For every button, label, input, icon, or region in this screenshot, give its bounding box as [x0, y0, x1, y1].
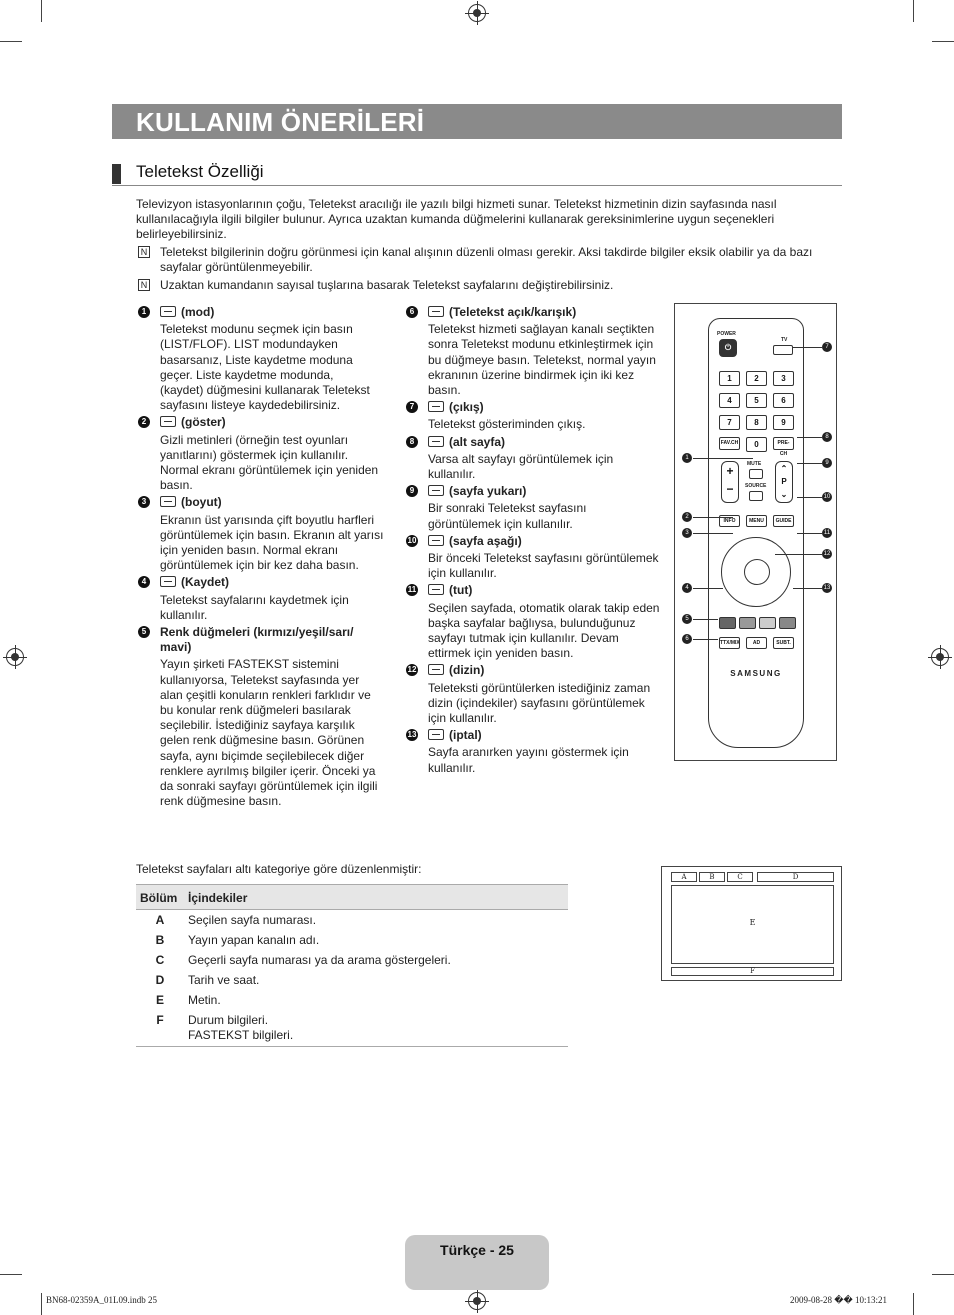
table-cell: Tarih ve saat.	[188, 973, 260, 987]
mute-button	[749, 469, 763, 479]
item-heading: (sayfa aşağı)	[428, 534, 660, 549]
digit-button: 4	[719, 393, 740, 408]
crop-mark	[932, 1274, 954, 1275]
item-heading: (boyut)	[160, 495, 384, 510]
note-icon: N	[138, 279, 150, 291]
item-body: Varsa alt sayfayı görüntülemek için kullanılır.	[428, 451, 614, 482]
item-body: Seçilen sayfada, otomatik olarak takip eden başka sayfalar bağlıysa, bulunduğunuz sayfayı tutmak için kullanılır. Devam ettirmek için yeniden basın.	[428, 600, 660, 661]
diagram-segment-a: A	[671, 872, 697, 882]
registration-mark-icon	[468, 1292, 486, 1310]
callout-number: 9	[822, 458, 832, 468]
page-number-tab	[405, 1235, 549, 1290]
list-item	[404, 435, 660, 483]
callout-number: 8	[822, 432, 832, 442]
intro-paragraph: Televizyon istasyonlarının çoğu, Teletekst aracılığı ile yazılı bilgi hizmeti sunar. Teletekst hizmetinin dizin sayfasında nasıl kullanılacağıyla ilgili bilgiler bulunur. Ayrıca uzaktan kumanda düğmelerini kullanarak gereksinimlerine uygun seçenekleri belirleyebilirsiniz.	[136, 197, 777, 241]
item-body: Bir sonraki Teletekst sayfasını görüntülemek için kullanılır.	[428, 501, 587, 531]
source-button	[749, 491, 763, 501]
table-row	[136, 1010, 568, 1047]
teletext-page-down-icon	[428, 535, 444, 546]
item-number: 7	[406, 401, 418, 413]
callout-line	[797, 463, 822, 464]
zero-button: 0	[746, 437, 767, 452]
list-item	[136, 625, 384, 809]
digit-button: 9	[773, 415, 794, 430]
digit-button: 8	[746, 415, 767, 430]
crop-mark	[0, 1274, 22, 1275]
list-item	[136, 575, 384, 623]
item-heading: (tut)	[428, 583, 660, 598]
power-label: POWER	[717, 331, 736, 337]
pre-ch-button: PRE-CH	[773, 437, 794, 450]
info-button: INFO	[719, 515, 740, 527]
list-item	[404, 663, 660, 726]
list-item	[136, 495, 384, 573]
tv-label: TV	[781, 337, 788, 343]
item-number: 4	[138, 576, 150, 588]
digit-button: 6	[773, 393, 794, 408]
right-column	[404, 305, 660, 778]
diagram-segment-d: D	[757, 872, 834, 882]
table-row	[136, 910, 568, 931]
item-number: 8	[406, 436, 418, 448]
item-body: Teletekst hizmeti sağlayan kanalı seçtikten sonra Teletekst modunu etkinleştirmek için bu düğmeye basın. Teletekst, normal yayın ekranının üzerine bindirmek için iki kez basın.	[428, 322, 656, 398]
teletext-cancel-icon	[428, 729, 444, 740]
remote-illustration	[674, 303, 837, 761]
table-cell: A	[155, 913, 165, 927]
teletext-sections-table	[136, 884, 568, 1047]
teletext-reveal-icon	[160, 416, 176, 427]
registration-mark-icon	[931, 648, 949, 666]
item-number: 3	[138, 496, 150, 508]
callout-line	[693, 517, 733, 518]
item-heading: (Teletekst açık/karışık)	[428, 305, 660, 320]
callout-line	[797, 497, 822, 498]
table-cell: Geçerli sayfa numarası ya da arama göstergeleri.	[188, 953, 451, 967]
item-number: 5	[138, 626, 150, 638]
teletext-on-mix-icon	[428, 306, 444, 317]
item-heading: (çıkış)	[428, 400, 660, 415]
registration-mark-icon	[468, 4, 486, 22]
crop-mark	[913, 0, 914, 22]
callout-number: 4	[682, 583, 692, 593]
page-number: Türkçe - 25	[440, 1242, 514, 1258]
callout-line	[693, 458, 753, 459]
table-cell: Seçilen sayfa numarası.	[188, 913, 317, 927]
diagram-segment-c: C	[727, 872, 753, 882]
callout-number: 3	[682, 528, 692, 538]
left-column	[136, 305, 384, 812]
note-text: Uzaktan kumandanın sayısal tuşlarına basarak Teletekst sayfalarını değiştirebilirsiniz.	[160, 278, 614, 292]
item-heading: (iptal)	[428, 728, 660, 743]
list-item	[136, 415, 384, 493]
fav-ch-button: FAV.CH	[719, 437, 740, 450]
note	[136, 278, 826, 293]
list-item	[404, 484, 660, 532]
callout-line	[693, 619, 718, 620]
callout-number: 2	[682, 512, 692, 522]
item-heading: (alt sayfa)	[428, 435, 660, 450]
diagram-segment-e: E	[671, 885, 834, 964]
teletext-layout-diagram	[661, 866, 842, 981]
digit-button: 3	[773, 371, 794, 386]
teletext-page-up-icon	[428, 485, 444, 496]
callout-line	[775, 554, 822, 555]
item-heading: (göster)	[160, 415, 384, 430]
item-body: Teletekst modunu seçmek için basın (LIST/FLOF). LIST modundayken basarsanız, Liste kaydetme moduna geçer. Liste kaydetme modunda, (kaydet) düğmesini kullanarak Teletekst sayfasını listeye kaydedebilirsiniz.	[160, 322, 370, 413]
menu-button: MENU	[746, 515, 767, 527]
diagram-segment-f: F	[671, 967, 834, 976]
item-number: 13	[407, 730, 417, 740]
callout-number: 10	[823, 494, 831, 500]
section-title: Teletekst Özelliği	[136, 162, 264, 181]
callout-number: 7	[822, 342, 832, 352]
table-cell: E	[155, 993, 164, 1007]
item-heading: (Kaydet)	[160, 575, 384, 590]
item-body: Teletekst sayfalarını kaydetmek için kullanılır.	[160, 592, 349, 622]
table-row	[136, 990, 568, 1010]
enter-button	[744, 559, 770, 585]
callout-line	[797, 533, 822, 534]
channel-rocker: ⌃ P ⌄	[775, 461, 793, 503]
item-number: 10	[407, 535, 417, 545]
digit-button: 5	[746, 393, 767, 408]
item-body: Bir önceki Teletekst sayfasını görüntülemek için kullanılır.	[428, 551, 659, 581]
subt-button: SUBT.	[773, 637, 794, 649]
list-item	[404, 728, 660, 776]
list-item	[136, 305, 384, 413]
callout-number: 1	[682, 453, 692, 463]
item-number: 12	[407, 665, 417, 675]
teletext-exit-icon	[428, 401, 444, 412]
list-item	[404, 583, 660, 661]
item-heading: (dizin)	[428, 663, 660, 678]
item-body: Teletekst gösteriminden çıkış.	[428, 417, 586, 432]
teletext-size-icon	[160, 496, 176, 507]
crop-mark	[0, 41, 22, 42]
table-row	[136, 970, 568, 990]
note-text: Teletekst bilgilerinin doğru görünmesi için kanal alışının düzenli olması gerekir. Aksi takdirde bilgiler eksik olabilir ya da bazı sayfalar görüntülenmeyebilir.	[160, 245, 813, 274]
green-button	[739, 617, 756, 629]
brand-logo: SAMSUNG	[730, 669, 782, 678]
item-heading: Renk düğmeleri (kırmızı/yeşil/sarı/ mavi)	[160, 625, 354, 655]
teletext-store-icon	[160, 576, 176, 587]
table-cell: B	[155, 933, 165, 947]
item-body: Yayın şirketi FASTEKST sistemini kullanıyorsa, Teletekst sayfasında yer alan çeşitli konuların renkleri farklıdır ve bu konular renk düğmeleri basılarak seçilebilir. İstediğiniz sayfaya karşılık gelen renk düğmesine basın. Görünen sayfa, aynı biçimde seçilebilecek diğer renklere ayrılmış bilgiler içerir. Önceki ya da sonraki sayfayı görüntülemek için ilgili renk düğmesine basın.	[160, 657, 378, 809]
column-header: Bölüm	[136, 885, 184, 910]
callout-line	[793, 347, 822, 348]
yellow-button	[759, 617, 776, 629]
table-cell: C	[155, 953, 165, 967]
item-number: 1	[138, 306, 150, 318]
digit-button: 1	[719, 371, 740, 386]
callout-line	[793, 588, 822, 589]
item-body: Ekranın üst yarısında çift boyutlu harfleri görüntülemek için basın. Ekranın alt yarısı için yeniden basın. Normal ekranı görüntülemek için bir kez daha basın.	[160, 512, 384, 573]
title-bar	[112, 104, 842, 139]
footer-timestamp: 2009-08-28 �� 10:13:21	[790, 1295, 887, 1305]
table-cell: D	[155, 973, 165, 987]
crop-mark	[41, 1293, 42, 1315]
footer-file-info: BN68-02359A_01L09.indb 25	[46, 1295, 157, 1305]
table-row	[136, 950, 568, 970]
guide-button: GUIDE	[773, 515, 794, 527]
callout-number: 12	[823, 551, 831, 557]
table-cell: Metin.	[188, 993, 221, 1007]
callout-number: 5	[682, 614, 692, 624]
callout-line	[797, 437, 822, 438]
list-item	[404, 400, 660, 432]
section-header	[112, 160, 842, 186]
digit-button: 7	[719, 415, 740, 430]
table-cell: Durum bilgileri. FASTEKST bilgileri.	[184, 1010, 568, 1047]
item-body: Gizli metinleri (örneğin test oyunları yanıtlarını) göstermek için kullanılır. Normal ekranı görüntülemek için yeniden basın.	[160, 432, 379, 493]
blue-button	[779, 617, 796, 629]
red-button	[719, 617, 736, 629]
page-title: KULLANIM ÖNERİLERİ	[136, 107, 425, 137]
item-number: 9	[406, 485, 418, 497]
volume-rocker: + −	[721, 461, 739, 503]
item-heading: (mod)	[160, 305, 384, 320]
ad-button: AD	[746, 637, 767, 649]
registration-mark-icon	[6, 648, 24, 666]
callout-number: 13	[823, 585, 831, 591]
item-number: 11	[407, 585, 417, 595]
list-item	[404, 305, 660, 398]
item-heading: (sayfa yukarı)	[428, 484, 660, 499]
table-cell: Yayın yapan kanalın adı.	[188, 933, 320, 947]
crop-mark	[932, 41, 954, 42]
crop-mark	[913, 1293, 914, 1315]
table-row	[136, 930, 568, 950]
table-intro: Teletekst sayfaları altı kategoriye göre düzenlenmiştir:	[136, 862, 422, 876]
digit-button: 2	[746, 371, 767, 386]
source-label: SOURCE	[745, 483, 767, 489]
table-cell: F	[136, 1010, 184, 1047]
callout-number: 6	[682, 634, 692, 644]
column-header: İçindekiler	[184, 885, 568, 910]
item-number: 2	[138, 416, 150, 428]
crop-mark	[41, 0, 42, 22]
mute-label: MUTE	[747, 461, 762, 467]
callout-number: 11	[823, 530, 831, 536]
teletext-index-icon	[428, 664, 444, 675]
section-marker	[112, 164, 121, 184]
tv-button	[773, 345, 793, 355]
table-header-row	[136, 885, 568, 910]
list-item	[404, 534, 660, 582]
item-body: Sayfa aranırken yayını göstermek için kullanılır.	[428, 745, 629, 775]
callout-line	[693, 533, 733, 534]
callout-line	[693, 588, 723, 589]
teletext-hold-icon	[428, 584, 444, 595]
power-button: ⏻	[719, 339, 737, 357]
callout-line	[693, 639, 718, 640]
item-number: 6	[406, 306, 418, 318]
teletext-mode-icon	[160, 306, 176, 317]
note	[136, 245, 826, 275]
note-icon: N	[138, 246, 150, 258]
item-body: Teleteksti görüntülerken istediğiniz zaman dizin (içindekiler) sayfasını görüntülemek için kullanılır.	[428, 680, 651, 726]
diagram-segment-b: B	[699, 872, 725, 882]
ttx-mix-button: TTX/MIX	[719, 637, 740, 649]
teletext-subpage-icon	[428, 436, 444, 447]
